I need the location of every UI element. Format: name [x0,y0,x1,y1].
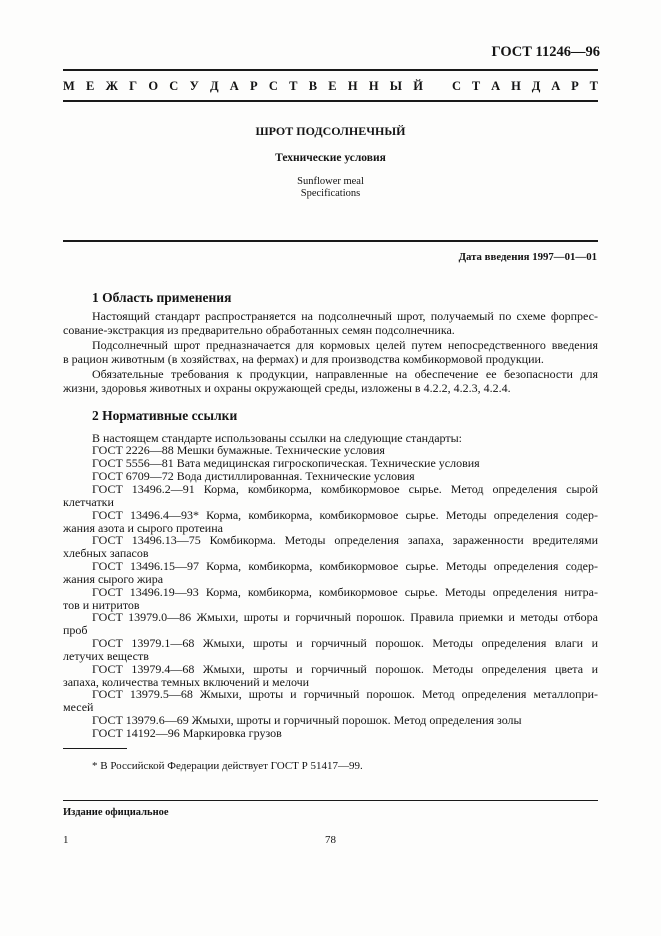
paragraph [63,509,598,535]
paragraph [63,483,598,509]
text-line: сование-экстракция из предварительно обработанных семян подсолнечника. [63,323,455,338]
text-line: ГОСТ 13496.15—97 Корма, комбикорма, комбикормовое сырье. Методы определения содер- [92,559,598,574]
section-body-normative-references [63,432,598,740]
paragraph [63,367,598,396]
paragraph [63,560,598,586]
text-line: Подсолнечный шрот предназначается для кормовых целей путем непосредственного введения [92,337,598,352]
header-rule-bottom [63,100,598,102]
footnote: * В Российской Федерации действует ГОСТ Р 51417—99. [92,760,363,772]
introduction-date: Дата введения 1997—01—01 [458,251,597,263]
paragraph [63,727,598,740]
english-title: Sunflower meal [297,176,364,187]
section-heading-normative-references: 2 Нормативные ссылки [92,408,238,423]
text-line: ГОСТ 2226—88 Мешки бумажные. Технические условия [92,443,385,458]
text-line: жания азота и сырого протеина [63,520,223,535]
text-line: ГОСТ 13979.1—68 Жмыхи, шроты и горчичный порошок. Методы определения влаги и [92,636,598,651]
text-line: ГОСТ 14192—96 Маркировка грузов [92,726,282,740]
text-line: хлебных запасов [63,546,149,561]
paragraph [63,688,598,714]
footnote-separator [63,748,127,749]
english-subtitle: Specifications [300,188,361,199]
text-line: ГОСТ 13496.4—93* Корма, комбикорма, комбикормовое сырье. Методы определения содер- [92,507,598,522]
paragraph [63,534,598,560]
sheet-number: 1 [63,834,69,846]
section-body-scope [63,309,598,395]
text-line: В настоящем стандарте использованы ссылки на следующие стандарты: [92,430,463,445]
text-line: ГОСТ 6709—72 Вода дистиллированная. Технические условия [92,469,415,484]
standard-type-word-1: М Е Ж Г О С У Д А Р С Т В Е Н Н Ы Й [63,79,423,93]
text-line: в рацион животным (в хозяйствах, на фермах) и для производства комбикормовой продукции. [63,352,544,367]
edition-rule [63,800,598,801]
paragraph [63,663,598,689]
page-number: 78 [325,834,336,846]
standard-type-word-2: С Т А Н Д А Р Т [452,79,598,93]
paragraph [63,309,598,338]
paragraph [63,611,598,637]
text-line: клетчатки [63,494,114,509]
text-line: ГОСТ 13979.5—68 Жмыхи, шроты и горчичный порошок. Метод определения металлопри- [92,687,598,702]
text-line: жания сырого жира [63,571,164,586]
text-line: ГОСТ 13979.4—68 Жмыхи, шроты и горчичный порошок. Методы определения цвета и [92,661,598,676]
text-line: жизни, здоровья животных и охраны окружающей среды, изложены в 4.2.2, 4.2.3, 4.2.4. [63,380,511,395]
text-line: ГОСТ 13496.2—91 Корма, комбикорма, комбикормовое сырье. Метод определения сырой [92,481,598,496]
text-line: ГОСТ 13979.6—69 Жмыхи, шроты и горчичный порошок. Метод определения золы [92,713,522,728]
title-block-rule [63,240,598,242]
text-line: месей [63,700,94,715]
text-line: проб [63,623,88,638]
header-rule-top [63,69,598,71]
text-line: Настоящий стандарт распространяется на подсолнечный шрот, получаемый по схеме форпрес- [92,309,598,323]
text-line: Обязательные требования к продукции, направленные на обеспечение ее безопасности для [92,366,598,381]
text-line: ГОСТ 13496.13—75 Комбикорма. Методы определения запаха, зараженности вредителями [92,533,598,548]
paragraph [63,586,598,612]
document-title: ШРОТ ПОДСОЛНЕЧНЫЙ [255,124,406,138]
text-line: ГОСТ 13979.0—86 Жмыхи, шроты и горчичный порошок. Правила приемки и методы отбора [92,610,598,625]
document-subtitle: Технические условия [275,152,386,164]
text-line: ГОСТ 5556—81 Вата медицинская гигроскопическая. Технические условия [92,456,480,471]
paragraph [63,637,598,663]
edition-label: Издание официальное [63,807,169,818]
document-code: ГОСТ 11246—96 [491,44,600,60]
text-line: ГОСТ 13496.19—93 Корма, комбикорма, комбикормовое сырье. Методы определения нитра- [92,584,598,599]
text-line: запаха, количества темных включений и мелочи [63,674,310,689]
text-line: летучих веществ [63,648,149,663]
paragraph [63,338,598,367]
text-line: тов и нитритов [63,597,140,612]
section-heading-scope: 1 Область применения [92,290,232,305]
